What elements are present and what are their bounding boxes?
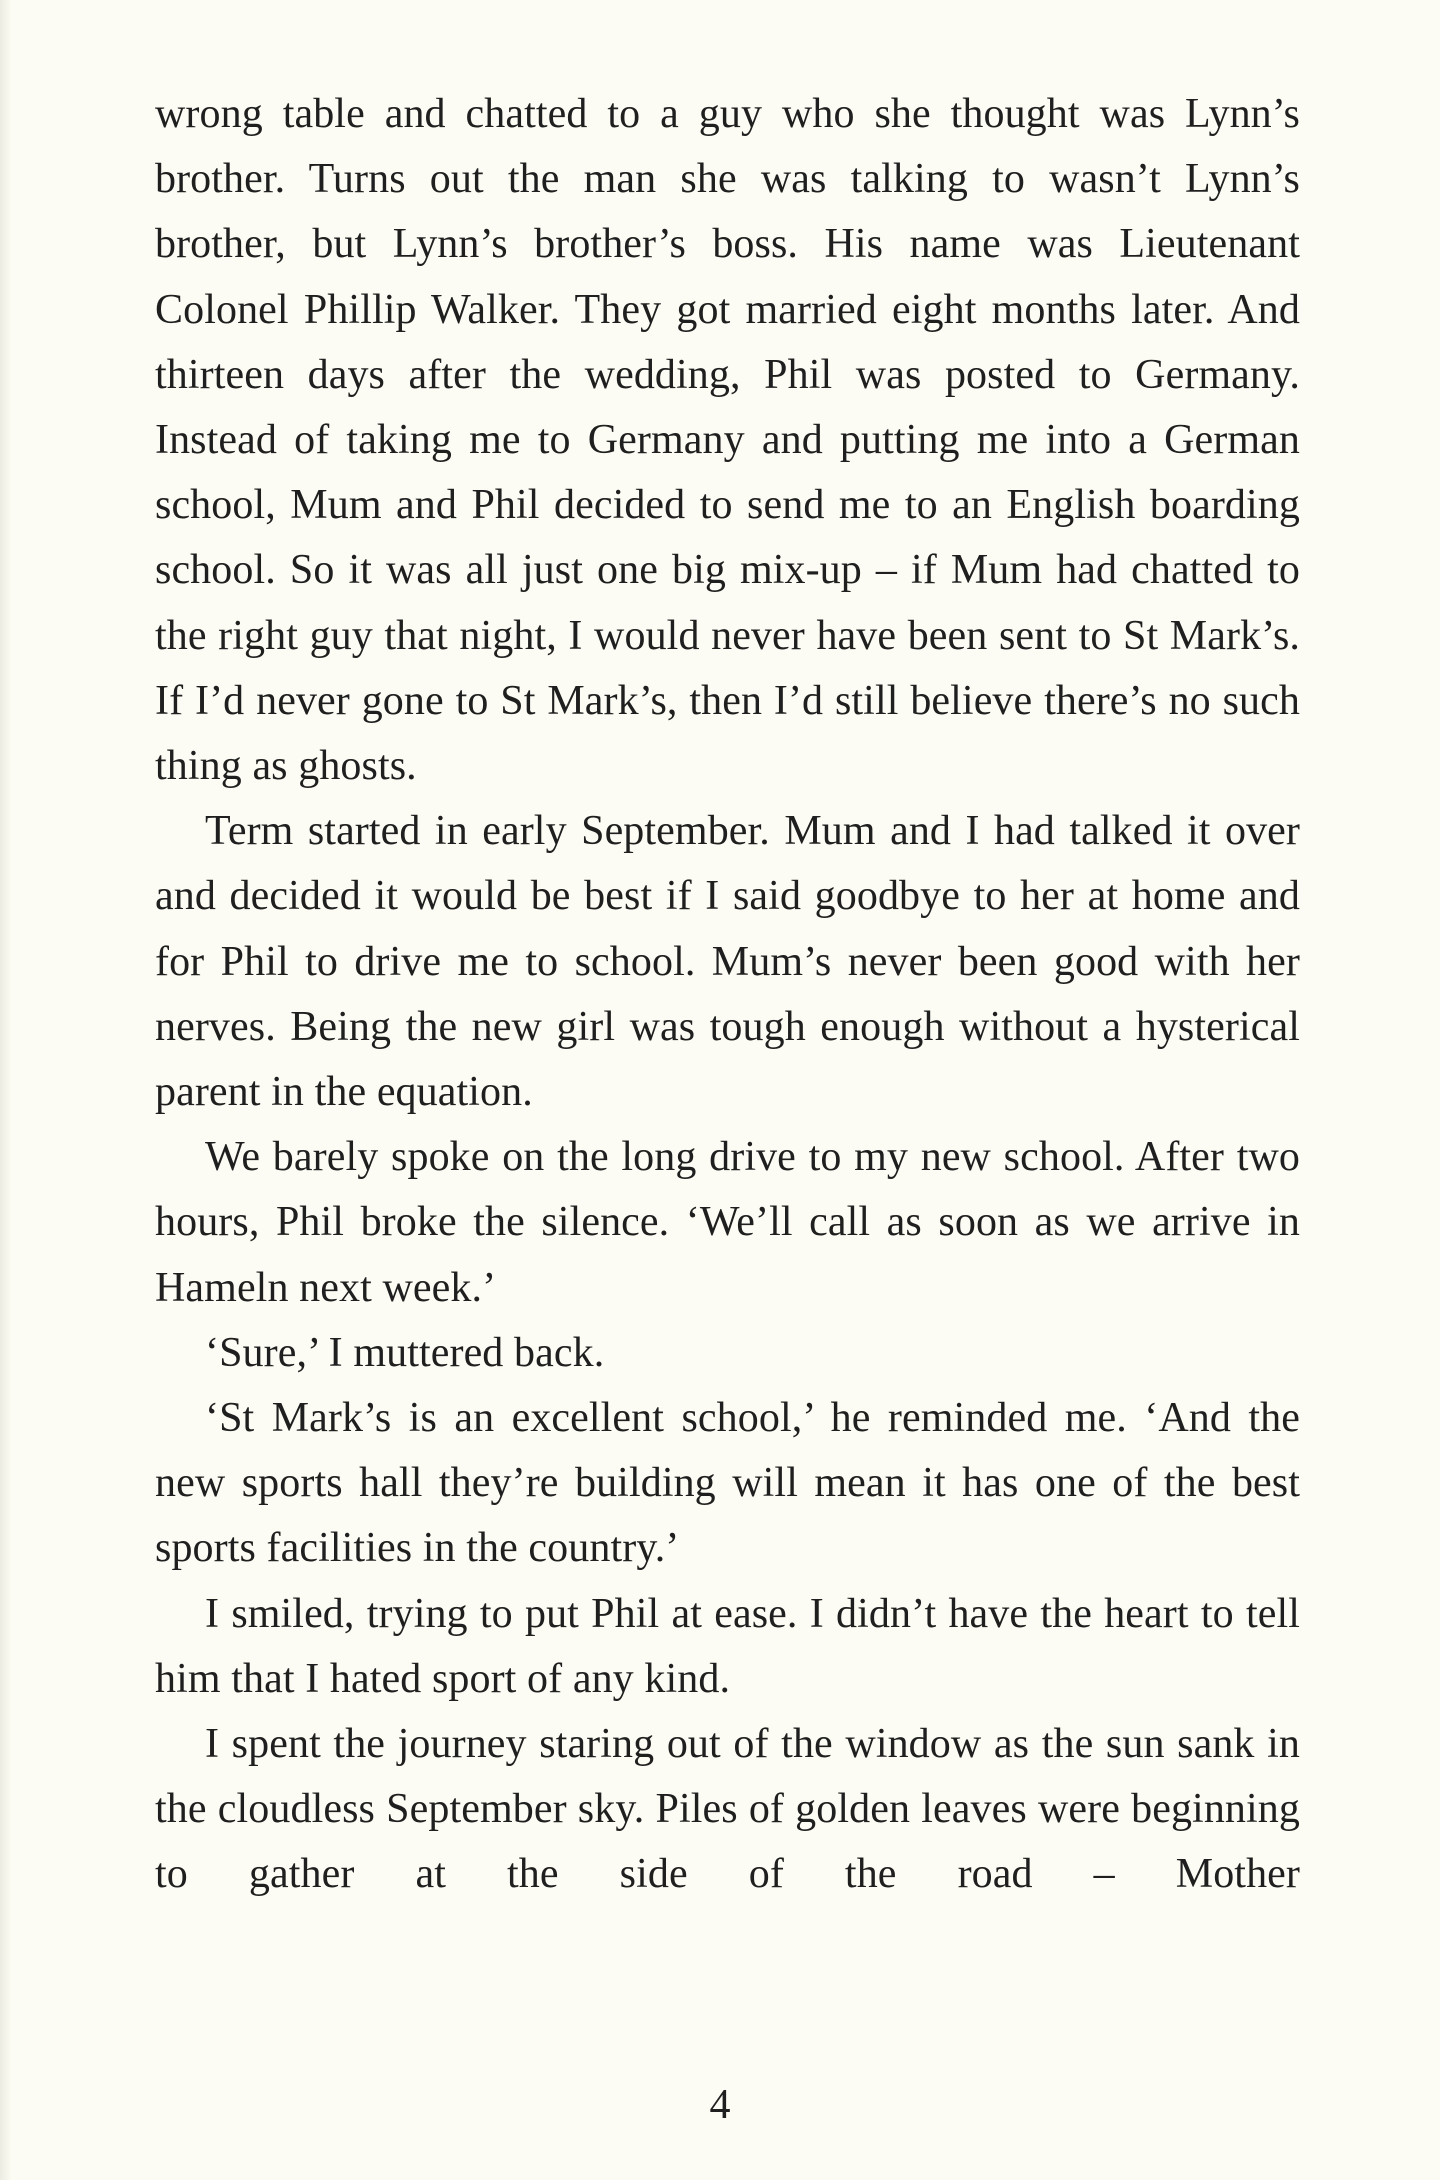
paragraph-1: wrong table and chatted to a guy who she thought was Lynn’s brother. Turns out the man she was talking to wasn’t Lynn’s brother, but Lynn’s brother’s boss. His name was Lieutenant Colonel Phillip Walker. They got married eight months later. And thirteen days after the wedding, Phil was posted to Germany. Instead of taking me to Germany and putting me into a German school, Mum and Phil decided to send me to an English boarding school. So it was all just one big mix-up – if Mum had chatted to the right guy that night, I would never have been sent to St Mark’s. If I’d never gone to St Mark’s, then I’d still believe there’s no such thing as ghosts.	[155, 91, 1300, 790]
paragraph-3: We barely spoke on the long drive to my new school. After two hours, Phil broke the silence. ‘We’ll call as soon as we arrive in Hameln next week.’	[155, 1134, 1300, 1311]
page-number: 4	[709, 2082, 731, 2128]
body-text	[155, 82, 1300, 1908]
paragraph-6: I smiled, trying to put Phil at ease. I didn’t have the heart to tell him that I hated sport of any kind.	[155, 1590, 1300, 1702]
page-edge-shadow	[0, 0, 12, 2180]
paragraph-5: ‘St Mark’s is an excellent school,’ he reminded me. ‘And the new sports hall they’re building will mean it has one of the best sports facilities in the country.’	[155, 1395, 1300, 1572]
paragraph-2: Term started in early September. Mum and I had talked it over and decided it would be best if I said goodbye to her at home and for Phil to drive me to school. Mum’s never been good with her nerves. Being the new girl was tough enough without a hysterical parent in the equation.	[155, 808, 1300, 1116]
paragraph-7: I spent the journey staring out of the window as the sun sank in the cloudless September sky. Piles of golden leaves were beginning to gather at the side of the road – Mother	[155, 1721, 1300, 1898]
paragraph-4: ‘Sure,’ I muttered back.	[205, 1329, 605, 1376]
